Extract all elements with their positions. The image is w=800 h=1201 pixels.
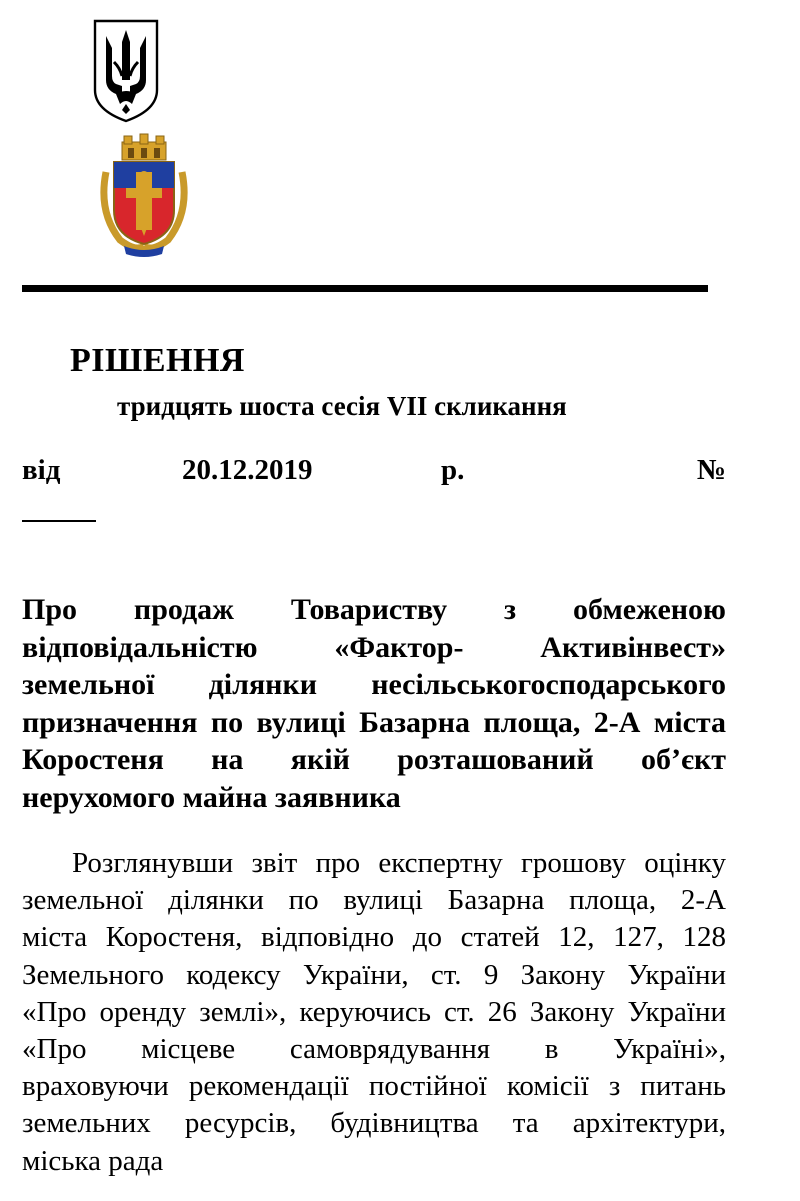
subject-line: Коростеня на якій розташований об’єкт [22,743,726,777]
date-from-label: від [22,454,61,486]
body-line: міста Коростеня, відповідно до статей 12, 127, 128 [22,921,726,954]
subject-line: призначення по вулиці Базарна площа, 2-А міста [22,705,726,739]
body-line: Розглянувши звіт про експертну грошову оцінку [72,847,726,879]
trident-coat-of-arms-icon [92,18,160,124]
body-line: «Про місцеве самоврядування в Україні», [22,1033,726,1066]
number-sign: № [696,454,726,486]
body-line: міська рада [22,1144,164,1177]
preamble-paragraph [22,845,726,1180]
body-line: земельної ділянки по вулиці Базарна площа, 2-А [22,884,726,917]
body-line: враховуючи рекомендації постійної комісії з питань [22,1070,726,1103]
subject-line: земельної ділянки несільськогосподарського [22,668,726,702]
decision-date: 20.12.2019 [182,454,313,486]
subject-line: Про продаж Товариству з обмеженою [22,593,726,626]
subject-line: нерухомого майна заявника [22,780,401,814]
date-line [22,454,726,494]
korosten-coat-of-arms-icon [96,132,192,258]
header-divider [22,285,708,292]
body-line: земельних ресурсів, будівництва та архітектури, [22,1107,726,1140]
body-line: Земельного кодексу України, ст. 9 Закону України [22,958,726,991]
number-blank-line [22,520,96,522]
document-title: РІШЕННЯ [70,342,245,379]
decision-subject [22,591,726,817]
year-suffix: р. [441,454,465,486]
body-line: «Про оренду землі», керуючись ст. 26 Закону України [22,995,726,1028]
session-line: тридцять шоста сесія VII скликання [117,391,567,421]
subject-line: відповідальністю «Фактор- Активінвест» [22,630,726,664]
